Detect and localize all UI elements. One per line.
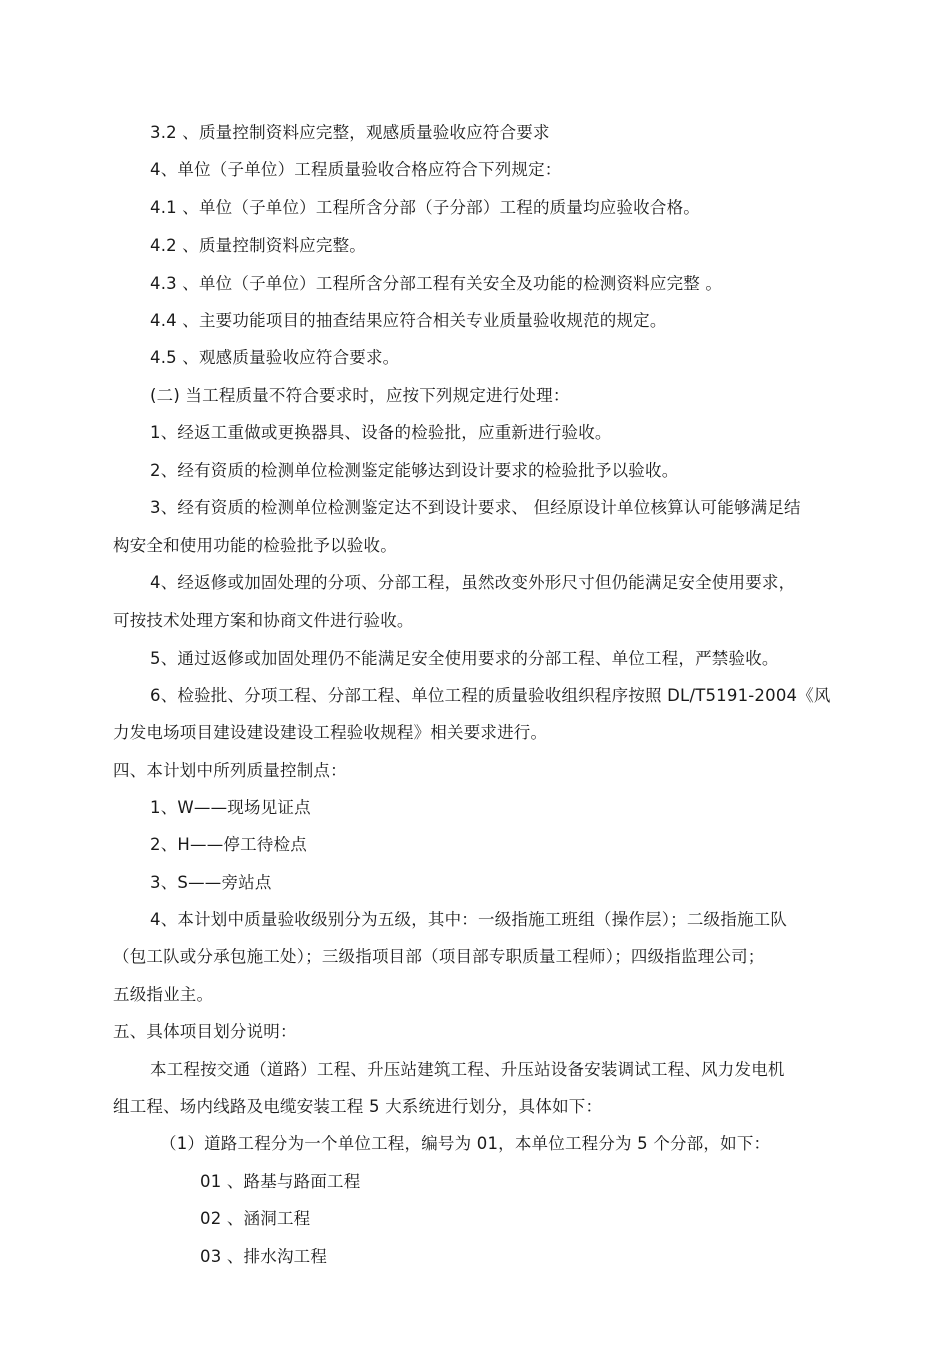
text-line: 4、本计划中质量验收级别分为五级，其中：一级指施工班组（操作层）；二级指施工队 bbox=[150, 910, 788, 929]
list-item: 03 、排水沟工程 bbox=[200, 1247, 328, 1266]
text-line: (二) 当工程质量不符合要求时，应按下列规定进行处理： bbox=[150, 386, 570, 405]
text-line: 1、W——现场见证点 bbox=[150, 798, 311, 817]
text-line: 4、经返修或加固处理的分项、分部工程，虽然改变外形尺寸但仍能满足安全使用要求， bbox=[150, 573, 796, 592]
text-line: 2、H——停工待检点 bbox=[150, 835, 307, 854]
text-line: 4.4 、主要功能项目的抽查结果应符合相关专业质量验收规范的规定。 bbox=[150, 311, 667, 330]
text-line: 6、检验批、分项工程、分部工程、单位工程的质量验收组织程序按照 DL/T5191-2004《风 bbox=[150, 686, 831, 705]
text-line: 4.5 、观感质量验收应符合要求。 bbox=[150, 348, 400, 367]
text-line: 5、通过返修或加固处理仍不能满足安全使用要求的分部工程、单位工程，严禁验收。 bbox=[150, 649, 779, 668]
text-line: 1、经返工重做或更换器具、设备的检验批，应重新进行验收。 bbox=[150, 423, 612, 442]
text-line: 3、经有资质的检测单位检测鉴定达不到设计要求、 但经原设计单位核算认可能够满足结 bbox=[150, 498, 801, 517]
text-line: （1）道路工程分为一个单位工程，编号为 01，本单位工程分为 5 个分部，如下： bbox=[160, 1134, 771, 1153]
list-item: 01 、路基与路面工程 bbox=[200, 1172, 361, 1191]
text-line: 4、单位（子单位）工程质量验收合格应符合下列规定： bbox=[150, 160, 562, 179]
text-line: 可按技术处理方案和协商文件进行验收。 bbox=[113, 611, 414, 630]
text-line: 4.1 、单位（子单位）工程所含分部（子分部）工程的质量均应验收合格。 bbox=[150, 198, 700, 217]
text-line: 组工程、场内线路及电缆安装工程 5 大系统进行划分，具体如下： bbox=[113, 1097, 603, 1116]
text-line: 4.2 、质量控制资料应完整。 bbox=[150, 236, 366, 255]
text-line: 4.3 、单位（子单位）工程所含分部工程有关安全及功能的检测资料应完整 。 bbox=[150, 274, 723, 293]
section-heading: 四、本计划中所列质量控制点： bbox=[113, 761, 347, 780]
text-line: 2、经有资质的检测单位检测鉴定能够达到设计要求的检验批予以验收。 bbox=[150, 461, 679, 480]
list-item: 02 、涵洞工程 bbox=[200, 1209, 311, 1228]
text-line: 力发电场项目建设建设建设工程验收规程》相关要求进行。 bbox=[113, 723, 548, 742]
text-line: 五级指业主。 bbox=[113, 985, 214, 1004]
text-line: 本工程按交通（道路）工程、升压站建筑工程、升压站设备安装调试工程、风力发电机 bbox=[150, 1060, 785, 1079]
text-line: （包工队或分承包施工处）；三级指项目部（项目部专职质量工程师）；四级指监理公司； bbox=[113, 947, 765, 966]
text-line: 3.2 、质量控制资料应完整，观感质量验收应符合要求 bbox=[150, 123, 550, 142]
text-line: 3、S——旁站点 bbox=[150, 873, 272, 892]
section-heading: 五、具体项目划分说明： bbox=[113, 1022, 297, 1041]
text-line: 构安全和使用功能的检验批予以验收。 bbox=[113, 536, 397, 555]
